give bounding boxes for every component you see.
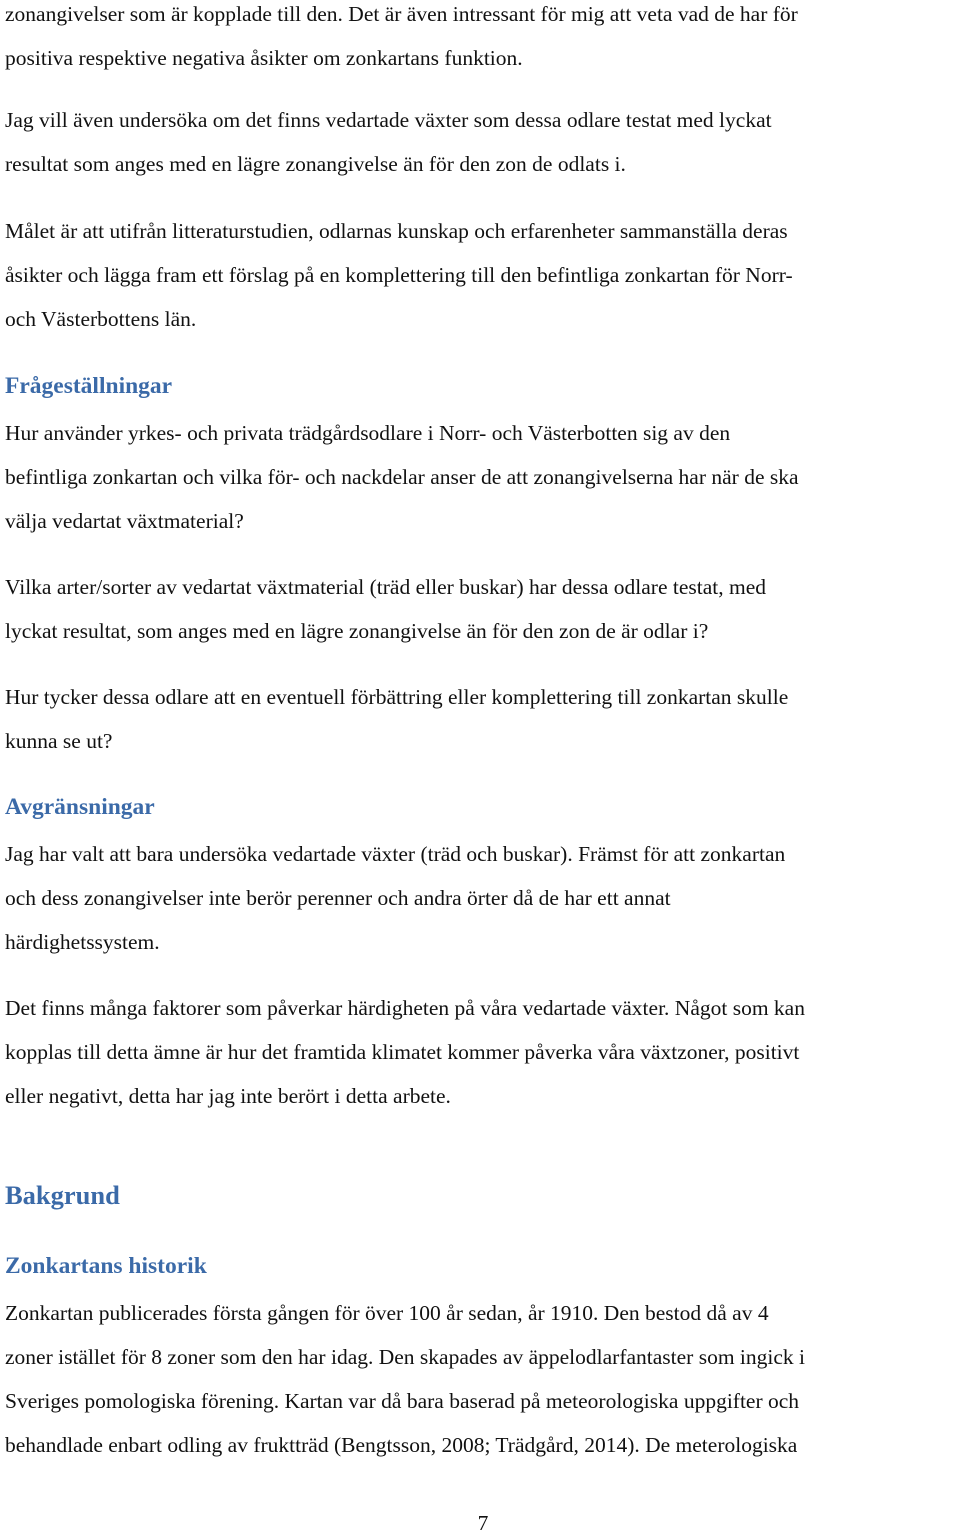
page-number: 7 (477, 1511, 489, 1535)
paragraph-goal (5, 209, 960, 341)
text-line: resultat som anges med en lägre zonangivelse än för den zon de odlats i. (5, 152, 626, 176)
text-line: eller negativt, detta har jag inte berört i detta arbete. (5, 1084, 451, 1108)
paragraph-delimitations (5, 832, 960, 964)
text-line: Det finns många faktorer som påverkar härdigheten på våra vedartade växter. Något som kan (5, 996, 805, 1020)
text-line: Jag har valt att bara undersöka vedartade växter (träd och buskar). Främst för att zonkartan (5, 842, 786, 866)
paragraph-question-2 (5, 565, 960, 653)
text-line: kunna se ut? (5, 729, 113, 753)
text-line: härdighetssystem. (5, 930, 160, 954)
text-line: lyckat resultat, som anges med en lägre zonangivelse än för den zon de är odlar i? (5, 619, 709, 643)
text-line: Jag vill även undersöka om det finns vedartade växter som dessa odlare testat med lyckat (5, 108, 772, 132)
text-line: Vilka arter/sorter av vedartat växtmaterial (träd eller buskar) har dessa odlare testat, med (5, 575, 767, 599)
text-line: kopplas till detta ämne är hur det framtida klimatet kommer påverka våra växtzoner, positivt (5, 1040, 800, 1064)
text-line: och Västerbottens län. (5, 307, 197, 331)
text-line: zonangivelser som är kopplade till den. Det är även intressant för mig att veta vad de har för (5, 2, 798, 26)
text-line: åsikter och lägga fram ett förslag på en komplettering till den befintliga zonkartan för Norr- (5, 263, 793, 287)
text-line: positiva respektive negativa åsikter om zonkartans funktion. (5, 46, 523, 70)
paragraph-aim-plants (5, 98, 960, 186)
text-line: och dess zonangivelser inte berör perenner och andra örter då de har ett annat (5, 886, 671, 910)
text-line: behandlade enbart odling av fruktträd (Bengtsson, 2008; Trädgård, 2014). De meterologiska (5, 1433, 798, 1457)
text-line: Hur tycker dessa odlare att en eventuell förbättring eller komplettering till zonkartan skulle (5, 685, 789, 709)
text-line: zoner istället för 8 zoner som den har idag. Den skapades av äppelodlarfantaster som ingick i (5, 1345, 806, 1369)
text-line: Sveriges pomologiska förening. Kartan var då bara baserad på meteorologiska uppgifter och (5, 1389, 800, 1413)
paragraph-history (5, 1291, 960, 1467)
paragraph-factors (5, 986, 960, 1118)
text-line: Hur använder yrkes- och privata trädgårdsodlare i Norr- och Västerbotten sig av den (5, 421, 731, 445)
text-line: välja vedartat växtmaterial? (5, 509, 244, 533)
heading-avgransningar: Avgränsningar (5, 794, 155, 820)
text-line: befintliga zonkartan och vilka för- och nackdelar anser de att zonangivelserna har när de ska (5, 465, 799, 489)
paragraph-question-1 (5, 411, 960, 543)
heading-zonkartans-historik: Zonkartans historik (5, 1253, 207, 1279)
paragraph-intro-continued (5, 0, 960, 80)
heading-fragestallningar: Frågeställningar (5, 373, 173, 399)
text-line: Zonkartan publicerades första gången för över 100 år sedan, år 1910. Den bestod då av 4 (5, 1301, 769, 1325)
heading-bakgrund: Bakgrund (5, 1180, 120, 1210)
text-line: Målet är att utifrån litteraturstudien, odlarnas kunskap och erfarenheter sammanställa deras (5, 219, 788, 243)
paragraph-question-3 (5, 675, 960, 763)
